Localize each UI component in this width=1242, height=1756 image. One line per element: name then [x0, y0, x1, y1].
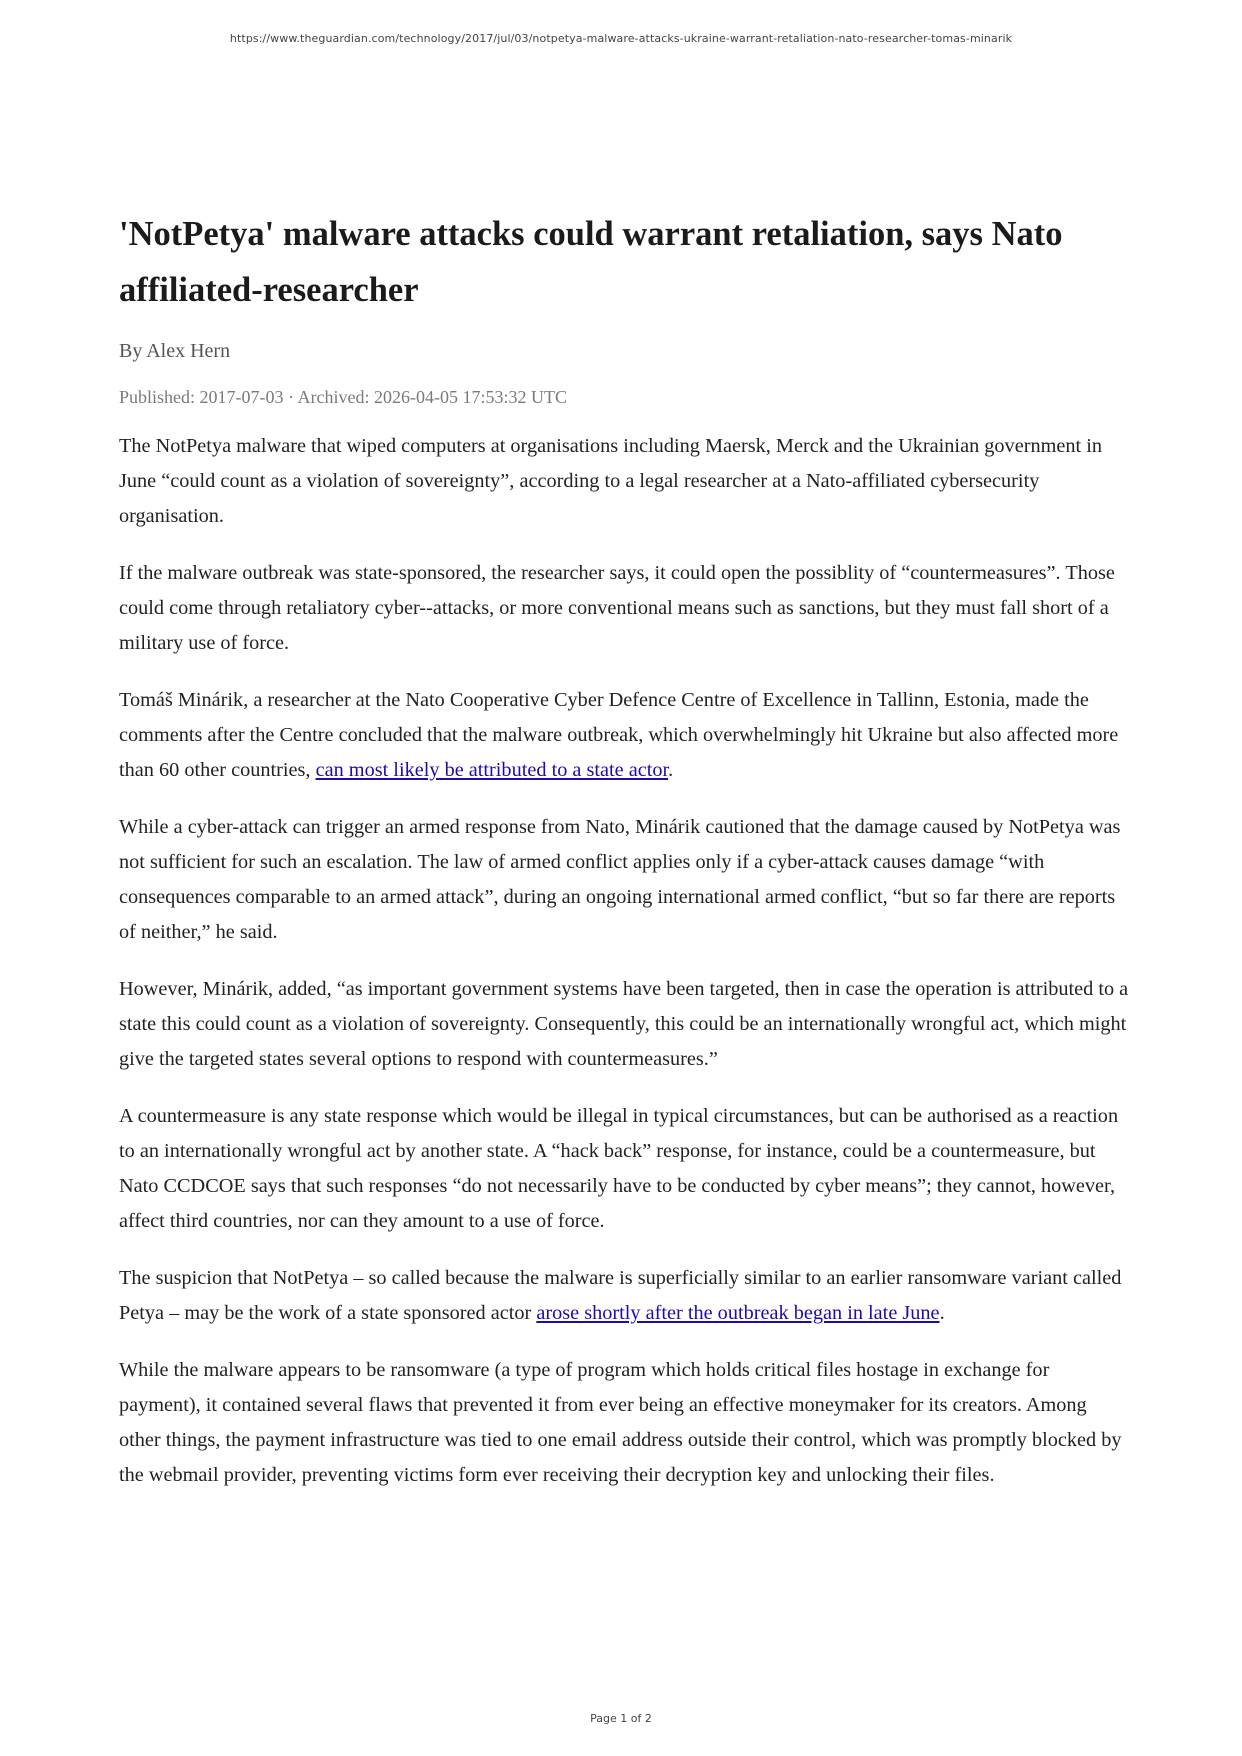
page-number: Page 1 of 2: [590, 1712, 652, 1725]
paragraph-3: [119, 683, 1129, 788]
source-url: https://www.theguardian.com/technology/2017/jul/03/notpetya-malware-attacks-ukraine-warrant-retaliation-nato-researcher-tomas-minarik: [229, 32, 1013, 45]
byline: By Alex Hern: [119, 340, 231, 362]
paragraph-7-end: .: [939, 1302, 945, 1324]
article-body: [119, 429, 1129, 1493]
paragraph-3-end: .: [668, 759, 674, 781]
outbreak-link[interactable]: arose shortly after the outbreak began in late June: [536, 1302, 940, 1324]
article-title: 'NotPetya' malware attacks could warrant retaliation, says Nato affiliated-researcher: [119, 215, 1063, 309]
paragraph-4: While a cyber-attack can trigger an armed response from Nato, Minárik cautioned that the damage caused by NotPetya was not sufficient for such an escalation. The law of armed conflict applies only if a cyber-attack causes damage “with consequences comparable to an armed attack”, during an ongoing international armed conflict, “but so far there are reports of neither,” he said.: [119, 816, 1121, 943]
paragraph-8: While the malware appears to be ransomware (a type of program which holds critical files hostage in exchange for payment), it contained several flaws that prevented it from ever being an effective moneymaker for its creators. Among other things, the payment infrastructure was tied to one email address outside their control, which was promptly blocked by the webmail provider, preventing victims form ever receiving their decryption key and unlocking their files.: [119, 1359, 1122, 1486]
paragraph-1: The NotPetya malware that wiped computers at organisations including Maersk, Merck and the Ukrainian government in June “could count as a violation of sovereignty”, according to a legal researcher at a Nato-affiliated cybersecurity organisation.: [119, 435, 1102, 527]
state-actor-link[interactable]: can most likely be attributed to a state actor: [315, 759, 669, 781]
paragraph-2: If the malware outbreak was state-sponsored, the researcher says, it could open the possiblity of “countermeasures”. Those could come through retaliatory cyber--attacks, or more conventional means such as sanctions, but they must fall short of a military use of force.: [119, 562, 1115, 654]
publish-meta: Published: 2017-07-03 · Archived: 2026-04-05 17:53:32 UTC: [119, 387, 567, 407]
paragraph-6: A countermeasure is any state response which would be illegal in typical circumstances, but can be authorised as a reaction to an internationally wrongful act by another state. A “hack back” response, for instance, could be a countermeasure, but Nato CCDCOE says that such responses “do not necessarily have to be conducted by cyber means”; they cannot, however, affect third countries, nor can they amount to a use of force.: [119, 1105, 1119, 1232]
paragraph-7: [119, 1261, 1129, 1331]
paragraph-3-text: Tomáš Minárik, a researcher at the Nato Cooperative Cyber Defence Centre of Excellence in Tallinn, Estonia, made the comments after the Centre concluded that the malware outbreak, which overwhelmingly hit Ukraine but also affected more than 60 other countries,: [119, 689, 1119, 781]
article: [119, 206, 1129, 1515]
paragraph-7-text: The suspicion that NotPetya – so called because the malware is superficially similar to an earlier ransomware variant called Petya – may be the work of a state sponsored actor: [119, 1267, 1122, 1324]
paragraph-5: However, Minárik, added, “as important government systems have been targeted, then in case the operation is attributed to a state this could count as a violation of sovereignty. Consequently, this could be an internationally wrongful act, which might give the targeted states several options to respond with countermeasures.”: [119, 978, 1129, 1070]
